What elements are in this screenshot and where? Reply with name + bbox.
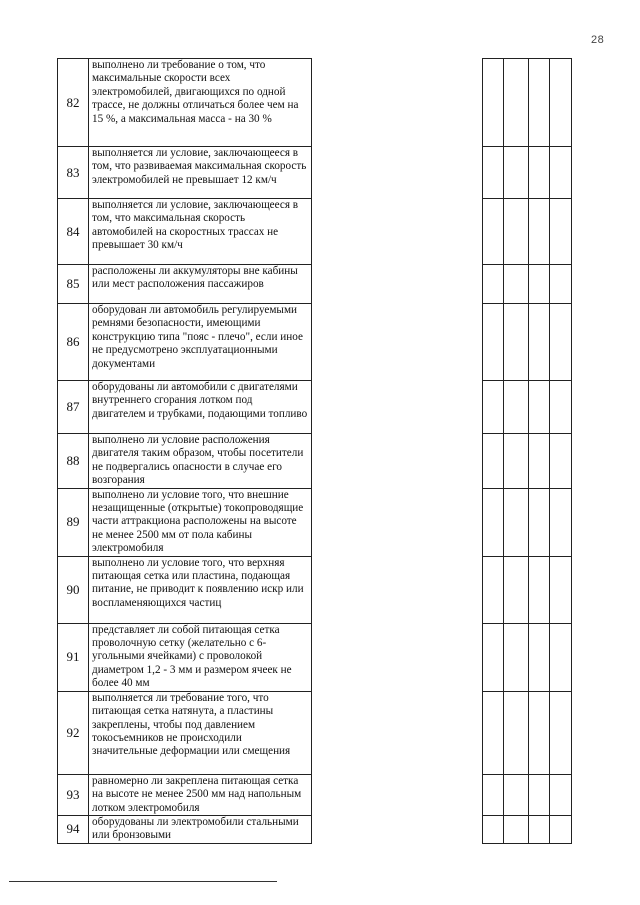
answer-cell: [550, 199, 572, 265]
row-number: 82: [58, 59, 89, 147]
question-text: оборудованы ли электромобили стальными или бронзовыми: [89, 815, 312, 843]
answer-cell: [550, 623, 572, 691]
blank-column: [312, 774, 483, 815]
answer-cell: [529, 488, 550, 556]
blank-column: [312, 59, 483, 147]
row-number: 91: [58, 623, 89, 691]
answer-cell: [483, 265, 504, 304]
table-row: [58, 774, 572, 815]
table-row: [58, 691, 572, 774]
answer-cell: [529, 199, 550, 265]
answer-cell: [550, 815, 572, 843]
blank-column: [312, 488, 483, 556]
table-row: [58, 147, 572, 199]
row-number: 85: [58, 265, 89, 304]
answer-cell: [529, 556, 550, 623]
answer-cell: [504, 381, 529, 434]
answer-cell: [529, 434, 550, 489]
table-row: [58, 199, 572, 265]
row-number: 89: [58, 488, 89, 556]
answer-cell: [504, 556, 529, 623]
answer-cell: [504, 488, 529, 556]
answer-cell: [483, 434, 504, 489]
question-text: оборудован ли автомобиль регулируемыми ремнями безопасности, имеющими конструкцию типа "пояс - плечо", если иное не предусмотрено эксплуатационными документами: [89, 304, 312, 381]
blank-column: [312, 381, 483, 434]
answer-cell: [483, 556, 504, 623]
answer-cell: [483, 774, 504, 815]
answer-cell: [529, 59, 550, 147]
blank-column: [312, 199, 483, 265]
answer-cell: [529, 815, 550, 843]
answer-cell: [550, 265, 572, 304]
row-number: 94: [58, 815, 89, 843]
row-number: 93: [58, 774, 89, 815]
answer-cell: [529, 265, 550, 304]
answer-cell: [529, 774, 550, 815]
question-text: расположены ли аккумуляторы вне кабины или мест расположения пассажиров: [89, 265, 312, 304]
answer-cell: [504, 265, 529, 304]
answer-cell: [550, 304, 572, 381]
answer-cell: [550, 556, 572, 623]
question-text: выполнено ли условие того, что верхняя питающая сетка или пластина, подающая питание, не приводит к появлению искр или воспламеняющихся частиц: [89, 556, 312, 623]
answer-cell: [529, 147, 550, 199]
answer-cell: [483, 147, 504, 199]
answer-cell: [529, 381, 550, 434]
answer-cell: [504, 623, 529, 691]
table-row: [58, 434, 572, 489]
answer-cell: [504, 434, 529, 489]
blank-column: [312, 815, 483, 843]
question-text: равномерно ли закреплена питающая сетка на высоте не менее 2500 мм над напольным лотком электромобиля: [89, 774, 312, 815]
table-row: [58, 59, 572, 147]
blank-column: [312, 147, 483, 199]
answer-cell: [550, 774, 572, 815]
row-number: 84: [58, 199, 89, 265]
row-number: 86: [58, 304, 89, 381]
answer-cell: [483, 199, 504, 265]
question-text: оборудованы ли автомобили с двигателями внутреннего сгорания лотком под двигателем и трубками, подающими топливо: [89, 381, 312, 434]
checklist-table: [57, 58, 572, 844]
blank-column: [312, 691, 483, 774]
answer-cell: [550, 147, 572, 199]
question-text: представляет ли собой питающая сетка проволочную сетку (желательно с 6-угольными ячейками) с проволокой диаметром 1,2 - 3 мм и размером ячеек не более 40 мм: [89, 623, 312, 691]
row-number: 83: [58, 147, 89, 199]
table-row: [58, 304, 572, 381]
table-row: [58, 381, 572, 434]
answer-cell: [504, 59, 529, 147]
question-text: выполнено ли требование о том, что максимальные скорости всех электромобилей, двигающихся по одной трассе, не должны отличаться более чем на 15 %, а максимальная масса - на 30 %: [89, 59, 312, 147]
answer-cell: [550, 488, 572, 556]
blank-column: [312, 556, 483, 623]
answer-cell: [529, 304, 550, 381]
answer-cell: [504, 304, 529, 381]
question-text: выполнено ли условие расположения двигателя таким образом, чтобы посетители не подвергались опасности в случае его возгорания: [89, 434, 312, 489]
answer-cell: [550, 381, 572, 434]
answer-cell: [504, 199, 529, 265]
blank-column: [312, 304, 483, 381]
question-text: выполняется ли условие, заключающееся в том, что развиваемая максимальная скорость электромобилей не превышает 12 км/ч: [89, 147, 312, 199]
question-text: выполняется ли требование того, что питающая сетка натянута, а пластины закреплены, чтобы под давлением токосъемников не происходили значительные деформации или смещения: [89, 691, 312, 774]
blank-column: [312, 265, 483, 304]
answer-cell: [550, 59, 572, 147]
answer-cell: [504, 147, 529, 199]
footnote-rule: [9, 881, 277, 882]
question-text: выполняется ли условие, заключающееся в том, что максимальная скорость автомобилей на скоростных трассах не превышает 30 км/ч: [89, 199, 312, 265]
table-row: [58, 556, 572, 623]
answer-cell: [483, 381, 504, 434]
answer-cell: [550, 434, 572, 489]
answer-cell: [504, 774, 529, 815]
answer-cell: [529, 691, 550, 774]
answer-cell: [504, 815, 529, 843]
answer-cell: [483, 623, 504, 691]
answer-cell: [483, 304, 504, 381]
question-text: выполнено ли условие того, что внешние незащищенные (открытые) токопроводящие части аттракциона расположены на высоте не менее 2500 мм от пола кабины электромобиля: [89, 488, 312, 556]
answer-cell: [483, 691, 504, 774]
answer-cell: [504, 691, 529, 774]
answer-cell: [483, 488, 504, 556]
table-row: [58, 488, 572, 556]
table-row: [58, 815, 572, 843]
answer-cell: [483, 815, 504, 843]
table-row: [58, 623, 572, 691]
row-number: 88: [58, 434, 89, 489]
page-number: 28: [591, 34, 605, 46]
answer-cell: [550, 691, 572, 774]
blank-column: [312, 623, 483, 691]
checklist-rows: [58, 59, 572, 844]
row-number: 87: [58, 381, 89, 434]
row-number: 92: [58, 691, 89, 774]
table-row: [58, 265, 572, 304]
answer-cell: [483, 59, 504, 147]
row-number: 90: [58, 556, 89, 623]
blank-column: [312, 434, 483, 489]
answer-cell: [529, 623, 550, 691]
